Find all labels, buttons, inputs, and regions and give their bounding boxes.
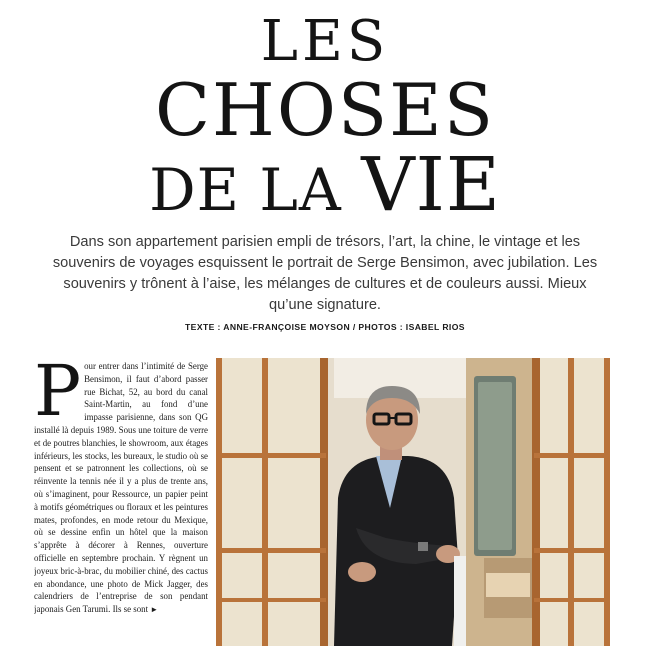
portrait-photo	[216, 358, 610, 646]
byline-credit: TEXTE : ANNE-FRANÇOISE MOYSON / PHOTOS : ISABEL RIOS	[185, 322, 465, 332]
shoji-screen-left	[216, 358, 328, 646]
lede-paragraph: Dans son appartement parisien empli de trésors, l’art, la chine, le vintage et les souvenirs de voyages esquissent le portrait de Serge Bensimon, avec jubilation. Les souvenirs y trônent à l’aise, les mélanges de cultures et de couleurs aussi. Mieux qu’une signature.	[52, 234, 598, 313]
headline-line-3-big: VIE	[361, 142, 501, 228]
article-body: our entrer dans l’intimité de Serge Bensimon, il faut d’abord passer rue Bichat, 52, au bord du canal Saint-Martin, au fond d’une impasse parisienne, dans son QG installé là depuis 1989. Sous une toiture de verre et de poutres blanchies, le showroom, aux étages inférieurs, les stocks, les bureaux, le studio où se pensent et se patronnent les collections, où se réinvente la tennis née il y a plus de trente ans, où s’imaginent, pour Ressource, un papier peint à motifs géométriques ou floraux et les peintures mates, profondes, en mode retour du Mexique, où se dessine enfin un hôtel que la maison s’apprête à décorer à Rennes, ouverture officielle en septembre prochain. Y règnent un joyeux bric-à-brac, du mobilier chiné, des cactus en abondance, une photo de Mick Jagger, des calendriers de l’entreprise de son pendant japonais Gen Tarumi. Ils se sont	[34, 361, 208, 615]
headline-line-3	[0, 142, 650, 228]
article-column	[34, 360, 208, 646]
headline-line-1: LES	[260, 9, 390, 74]
shoji-screen-right	[532, 358, 610, 646]
portrait-photo-illustration	[216, 358, 610, 646]
headline-line-3-prefix: DE LA	[149, 156, 342, 224]
continue-arrow-icon: ►	[150, 605, 159, 615]
drop-cap: P	[34, 360, 82, 432]
headline-line-2: CHOSES	[154, 68, 496, 152]
